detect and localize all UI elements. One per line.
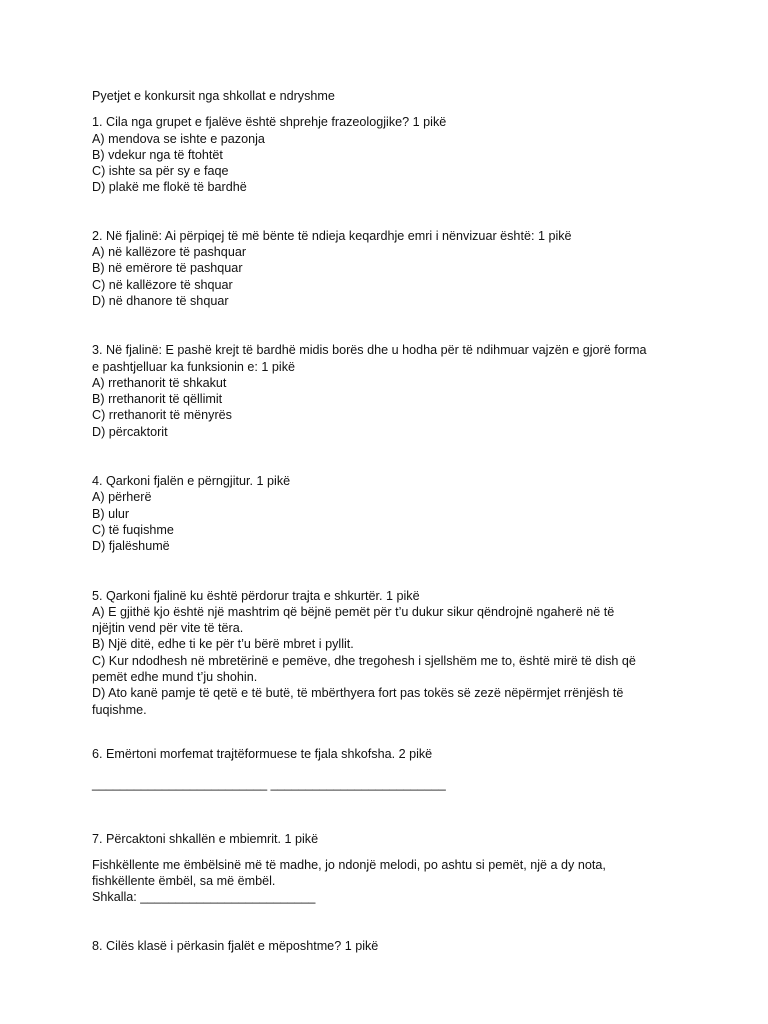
question-4-option-d: D) fjalëshumë (92, 539, 170, 554)
question-7-passage-line-2: fishkëllente ëmbël, sa më ëmbël. (92, 874, 276, 889)
question-1-option-c: C) ishte sa për sy e faqe (92, 164, 229, 179)
question-2-option-c: C) në kallëzore të shquar (92, 277, 233, 292)
question-2-option-a: A) në kallëzore të pashquar (92, 245, 247, 260)
question-7-answer-line: Shkalla: _________________________ (92, 890, 316, 905)
question-2 (92, 228, 692, 309)
question-8 (92, 938, 692, 954)
question-2-option-b: B) në emërore të pashquar (92, 261, 243, 276)
question-3-option-d: D) përcaktorit (92, 424, 168, 439)
question-6 (92, 746, 692, 793)
question-1-option-d: D) plakë me flokë të bardhë (92, 180, 247, 195)
question-5-option-d-line-2: fuqishme. (92, 702, 147, 717)
question-4-stem: 4. Qarkoni fjalën e përngjitur. 1 pikë (92, 474, 291, 489)
question-4-option-c: C) të fuqishme (92, 522, 174, 537)
question-5-option-a-line-1: A) E gjithë kjo është një mashtrim që bëjnë pemët për t’u dukur sikur qëndrojnë ngaherë në të (92, 604, 615, 619)
question-3-option-c: C) rrethanorit të mënyrës (92, 408, 232, 423)
question-5-option-a-line-2: njëjtin vend për vite të tëra. (92, 621, 244, 636)
question-6-answer-blanks: _________________________ _________________________ (92, 777, 446, 792)
question-4-option-a: A) përherë (92, 490, 152, 505)
question-1-option-b: B) vdekur nga të ftohtët (92, 147, 223, 162)
document-title: Pyetjet e konkursit nga shkollat e ndryshme (92, 89, 335, 103)
question-7-passage-line-1: Fishkëllente me ëmbëlsinë më të madhe, jo ndonjë melodi, po ashtu si pemët, një a dy nota, (92, 857, 606, 872)
question-5-option-c-line-1: C) Kur ndodhesh në mbretërinë e pemëve, dhe tregohesh i sjellshëm me to, është mirë të dish që (92, 653, 636, 668)
question-6-stem: 6. Emërtoni morfemat trajtëformuese te fjala shkofsha. 2 pikë (92, 746, 433, 761)
question-8-stem: 8. Cilës klasë i përkasin fjalët e mëposhtme? 1 pikë (92, 938, 379, 953)
document-page (92, 88, 692, 954)
question-3-stem-line-1: 3. Në fjalinë: E pashë krejt të bardhë midis borës dhe u hodha për të ndihmuar vajzën e gjorë forma (92, 343, 647, 358)
question-7 (92, 831, 692, 906)
question-1 (92, 114, 692, 195)
question-4 (92, 473, 692, 554)
question-5-option-c-line-2: pemët edhe mund t’ju shohin. (92, 670, 258, 685)
question-7-stem: 7. Përcaktoni shkallën e mbiemrit. 1 pikë (92, 831, 319, 846)
question-5-option-b: B) Një ditë, edhe ti ke për t’u bërë mbret i pyllit. (92, 637, 354, 652)
question-5 (92, 588, 692, 718)
question-5-stem: 5. Qarkoni fjalinë ku është përdorur trajta e shkurtër. 1 pikë (92, 588, 420, 603)
question-2-option-d: D) në dhanore të shquar (92, 293, 229, 308)
question-1-option-a: A) mendova se ishte e pazonja (92, 131, 265, 146)
question-1-stem: 1. Cila nga grupet e fjalëve është shprehje frazeologjike? 1 pikë (92, 115, 447, 130)
question-7-passage (92, 857, 692, 906)
question-4-option-b: B) ulur (92, 506, 130, 521)
question-2-stem: 2. Në fjalinë: Ai përpiqej të më bënte të ndieja keqardhje emri i nënvizuar është: 1 pikë (92, 228, 572, 243)
question-3-stem-line-2: e pashtjelluar ka funksionin e: 1 pikë (92, 359, 296, 374)
question-5-option-d-line-1: D) Ato kanë pamje të qetë e të butë, të mbërthyera fort pas tokës së zezë nëpërmjet rrënjësh të (92, 686, 624, 701)
question-3-option-b: B) rrethanorit të qëllimit (92, 392, 223, 407)
question-3 (92, 342, 692, 440)
question-3-option-a: A) rrethanorit të shkakut (92, 375, 227, 390)
